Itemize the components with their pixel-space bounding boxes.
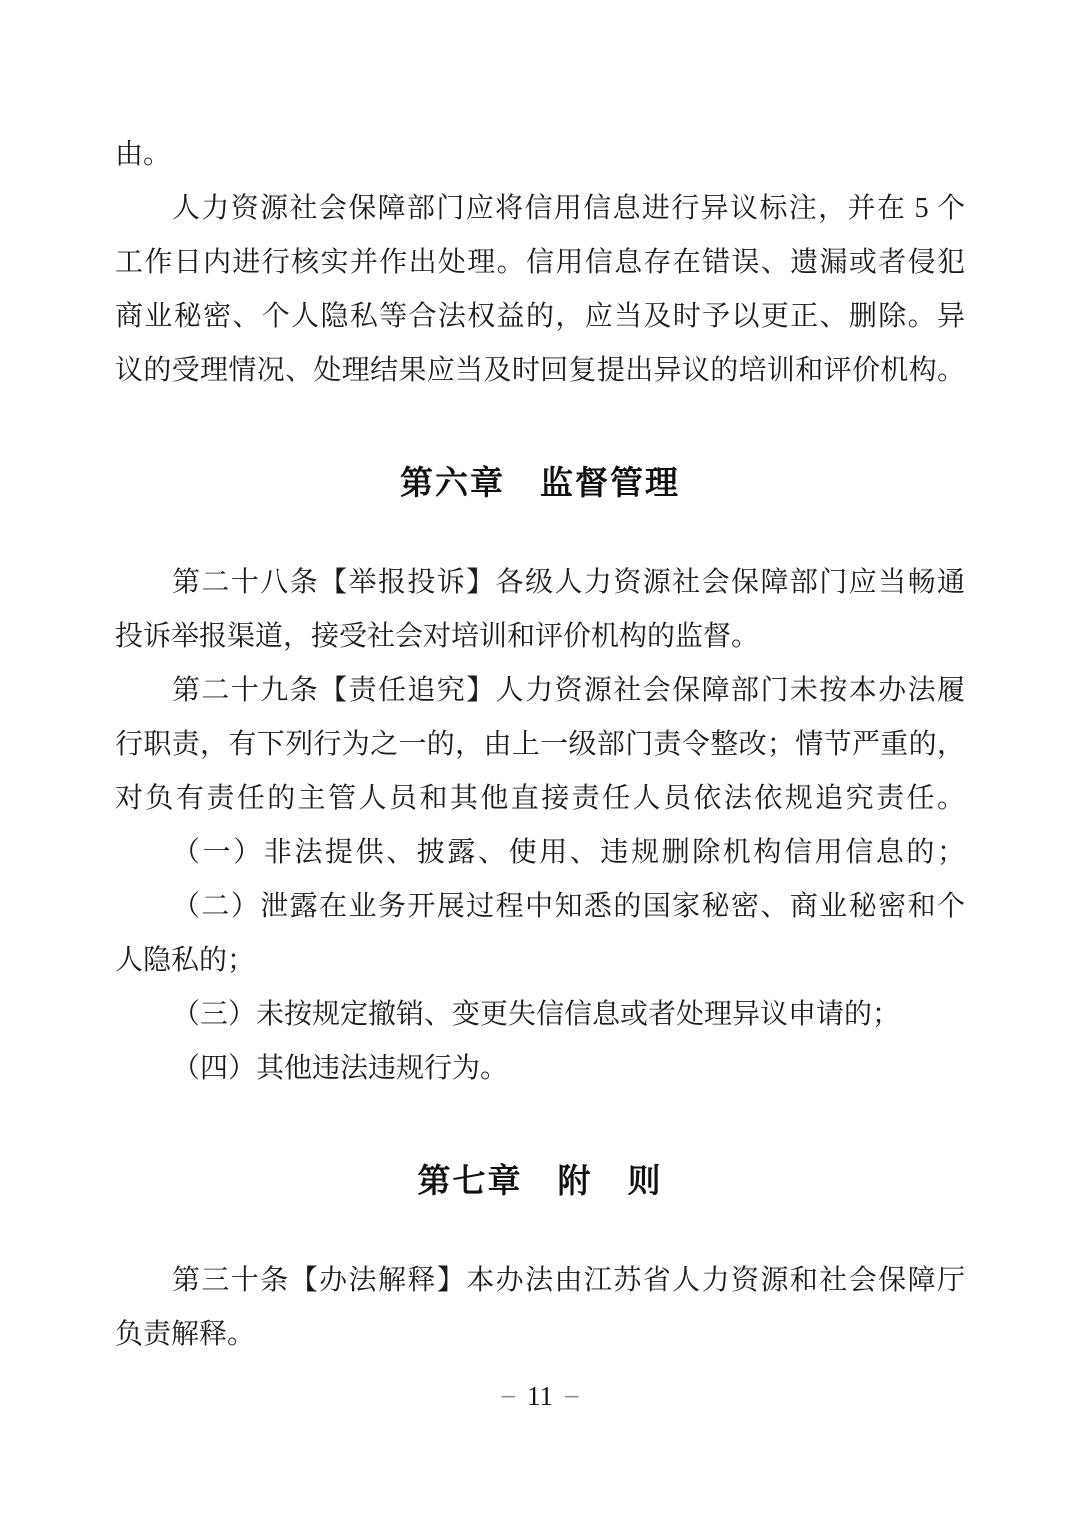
body-line: 第二十八条【举报投诉】各级人力资源社会保障部门应当畅通	[172, 567, 965, 598]
page-number	[0, 1381, 1080, 1411]
body-line: （二）泄露在业务开展过程中知悉的国家秘密、商业秘密和个	[172, 891, 965, 922]
body-line: 投诉举报渠道，接受社会对培训和评价机构的监督。	[115, 621, 760, 652]
body-line: 工作日内进行核实并作出处理。信用信息存在错误、遗漏或者侵犯	[115, 247, 965, 278]
body-line: 议的受理情况、处理结果应当及时回复提出异议的培训和评价机构。	[115, 355, 965, 386]
page-number-dash-right: –	[565, 1382, 579, 1409]
page-number-dash-left: –	[501, 1382, 515, 1409]
chapter-heading: 第七章 附 则	[417, 1162, 663, 1199]
body-line: （四）其他违法违规行为。	[172, 1053, 509, 1084]
chapter-heading: 第六章 监督管理	[400, 464, 680, 501]
page-number-value: 11	[527, 1381, 553, 1411]
body-line: 行职责，有下列行为之一的，由上一级部门责令整改；情节严重的，	[115, 729, 965, 760]
body-line: 负责解释。	[115, 1319, 256, 1350]
document-body	[115, 0, 965, 1362]
body-line: 第三十条【办法解释】本办法由江苏省人力资源和社会保障厅	[172, 1265, 965, 1296]
body-line: 由。	[115, 139, 172, 170]
body-line: 对负有责任的主管人员和其他直接责任人员依法依规追究责任。	[115, 783, 965, 814]
body-line: 第二十九条【责任追究】人力资源社会保障部门未按本办法履	[172, 675, 965, 706]
body-line: 人隐私的；	[115, 945, 256, 976]
body-line: 商业秘密、个人隐私等合法权益的，应当及时予以更正、删除。异	[115, 301, 965, 332]
body-line: （三）未按规定撤销、变更失信信息或者处理异议申请的；	[172, 999, 901, 1030]
body-line: 人力资源社会保障部门应将信用信息进行异议标注，并在 5 个	[172, 193, 965, 224]
body-line: （一）非法提供、披露、使用、违规删除机构信用信息的；	[172, 837, 965, 868]
